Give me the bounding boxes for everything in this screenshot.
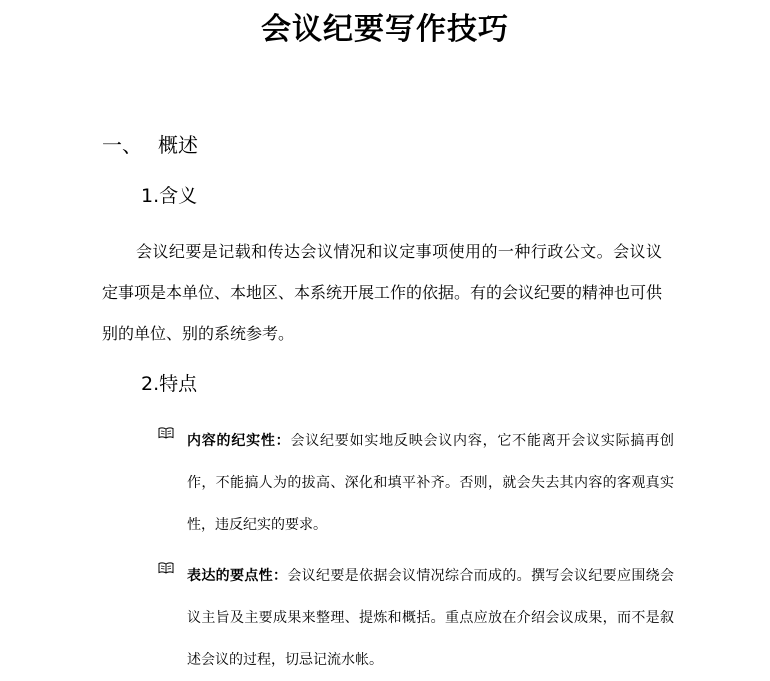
feature-bullet-text (187, 555, 674, 681)
section-title: 概述 (158, 133, 198, 157)
meaning-paragraph: 会议纪要是记载和传达会议情况和议定事项使用的一种行政公文。会议议定事项是本单位、本地区、本系统开展工作的依据。有的会议纪要的精神也可供别的单位、别的系统参考。 (102, 242, 663, 343)
subsection-heading-meaning: 1.含义 (141, 185, 198, 207)
section-number: 一、 (102, 133, 142, 157)
feature-description: 会议纪要是依据会议情况综合而成的。撰写会议纪要应围绕会议主旨及主要成果来整理、提炼和概括。重点应放在介绍会议成果，而不是叙述会议的过程，切忌记流水帐。 (187, 568, 675, 668)
feature-term: 内容的纪实性： (187, 433, 291, 449)
document-title: 会议纪要写作技巧 (261, 12, 509, 47)
feature-bullet-text (187, 420, 674, 546)
feature-term: 表达的要点性： (187, 568, 288, 584)
subsection-heading-features: 2.特点 (141, 373, 198, 395)
feature-bullet-item (158, 555, 674, 681)
feature-bullet-item (158, 420, 674, 546)
feature-description: 会议纪要如实地反映会议内容，它不能离开会议实际搞再创作，不能搞人为的拔高、深化和填平补齐。否则，就会失去其内容的客观真实性，违反纪实的要求。 (187, 433, 674, 533)
book-icon (158, 562, 174, 574)
section-heading (102, 131, 198, 159)
book-icon (158, 427, 174, 439)
